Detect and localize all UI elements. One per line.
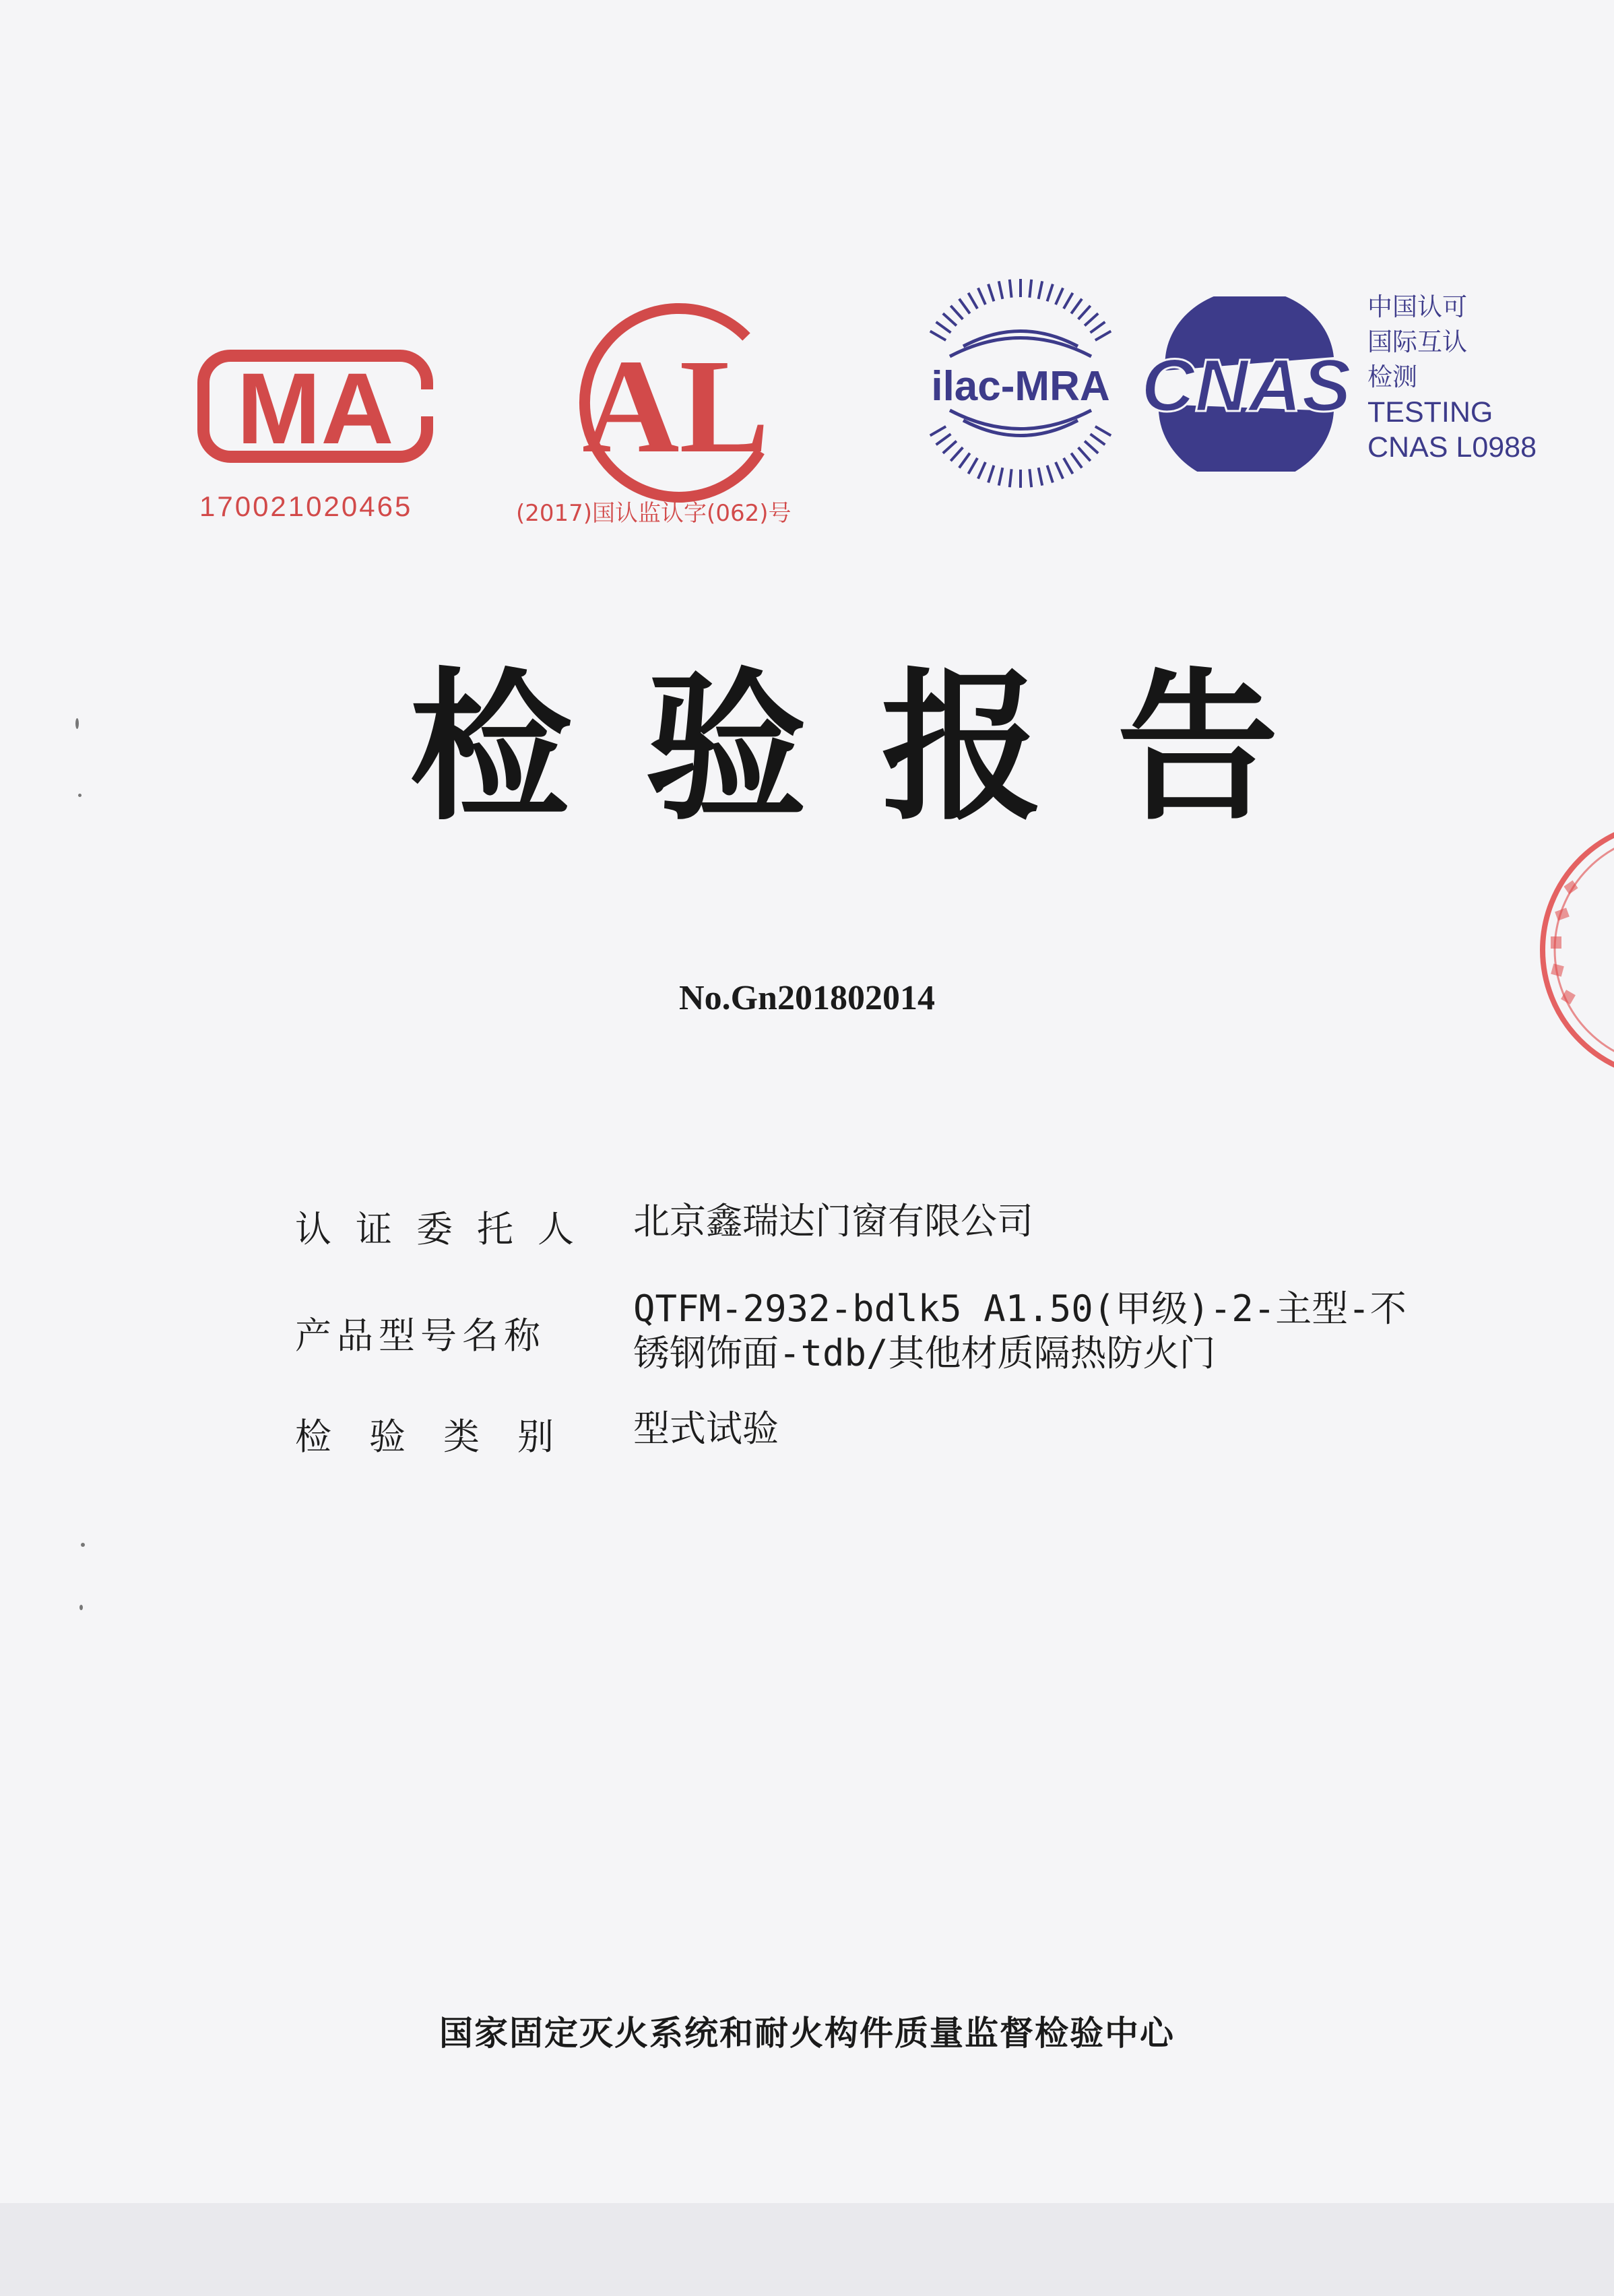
ilac-ray xyxy=(1064,458,1073,474)
cnas-text-line: TESTING xyxy=(1367,396,1493,428)
ilac-ray xyxy=(930,426,946,436)
ilac-ray xyxy=(1095,426,1111,436)
ilac-ray xyxy=(1071,453,1082,468)
ilac-ray xyxy=(943,441,957,453)
inspection-type-label: 检验类别 xyxy=(295,1415,591,1458)
cal-logo xyxy=(564,296,787,512)
cnas-text-line: 中国认可 xyxy=(1367,292,1467,321)
ilac-ray xyxy=(1085,441,1098,453)
ilac-mark: ilac-MRA xyxy=(931,363,1110,410)
ilac-ray xyxy=(969,293,978,309)
cal-certificate-number: (2017)国认监认字(062)号 xyxy=(516,500,792,527)
ilac-ray xyxy=(1071,299,1082,314)
ilac-ray xyxy=(936,434,951,445)
scan-speck xyxy=(75,718,79,729)
cnas-mark: CNAS xyxy=(1141,344,1351,427)
ilac-ray xyxy=(978,462,986,479)
scan-speck xyxy=(81,1543,85,1547)
ilac-ray xyxy=(959,299,970,314)
ilac-ray xyxy=(959,453,970,468)
cma-mark: MA xyxy=(236,352,394,465)
ilac-ray xyxy=(988,284,994,302)
ilac-ray xyxy=(1091,434,1105,445)
ilac-mra-logo xyxy=(909,272,1132,495)
ilac-ray xyxy=(936,322,951,333)
ilac-ray xyxy=(988,466,994,483)
cma-certificate-number: 170021020465 xyxy=(199,490,413,522)
ilac-ray xyxy=(1039,281,1043,298)
ilac-ray xyxy=(1056,462,1063,479)
ilac-ray xyxy=(950,306,963,319)
ilac-ray xyxy=(1078,447,1091,461)
ilac-ray xyxy=(930,331,946,341)
ilac-ray xyxy=(1047,284,1053,302)
bottom-scan-band xyxy=(0,2203,1614,2296)
ilac-ray xyxy=(1056,288,1063,305)
ilac-ray xyxy=(943,313,957,325)
ilac-ray xyxy=(950,447,963,461)
ilac-ray xyxy=(978,288,986,305)
ilac-ray xyxy=(1095,331,1111,341)
cnas-text-line: 检测 xyxy=(1367,362,1417,391)
report-number: No.Gn201802014 xyxy=(679,979,935,1017)
ilac-ray xyxy=(1029,469,1031,487)
ilac-ray xyxy=(969,458,978,474)
client-label: 认证委托人 xyxy=(295,1208,598,1250)
cma-logo xyxy=(194,337,437,472)
cal-mark: AL xyxy=(582,332,769,481)
issuing-organization: 国家固定灭火系统和耐火构件质量监督检验中心 xyxy=(439,2014,1175,2053)
cnas-text-line: 国际互认 xyxy=(1367,327,1467,356)
ilac-ray xyxy=(1039,468,1043,485)
ilac-ray xyxy=(999,468,1003,485)
ilac-ray xyxy=(1091,322,1105,333)
cnas-logo xyxy=(1138,296,1354,472)
ilac-ray xyxy=(1047,466,1053,483)
ilac-ray xyxy=(1010,469,1012,487)
scan-speck xyxy=(79,1605,83,1610)
scan-speck xyxy=(78,794,82,797)
client-value: 北京鑫瑞达门窗有限公司 xyxy=(633,1200,1033,1242)
ilac-ray xyxy=(1085,313,1098,325)
ilac-ray xyxy=(999,281,1003,298)
inspection-type-value: 型式试验 xyxy=(633,1407,779,1450)
product-value-line2: 锈钢饰面-tdb/其他材质隔热防火门 xyxy=(633,1332,1216,1374)
product-value-line1: QTFM-2932-bdlk5 A1.50(甲级)-2-主型-不 xyxy=(633,1287,1407,1330)
official-seal-stamp xyxy=(1536,808,1614,1091)
product-label: 产品型号名称 xyxy=(295,1314,546,1357)
cnas-accreditation-text xyxy=(1367,290,1537,465)
ilac-ray xyxy=(1078,306,1091,319)
ilac-ray xyxy=(1010,280,1012,298)
page-title: 检验报告 xyxy=(410,653,1353,842)
ilac-ray xyxy=(1029,280,1031,298)
cnas-text-line: CNAS L0988 xyxy=(1367,431,1537,464)
ilac-ray xyxy=(1064,293,1073,309)
